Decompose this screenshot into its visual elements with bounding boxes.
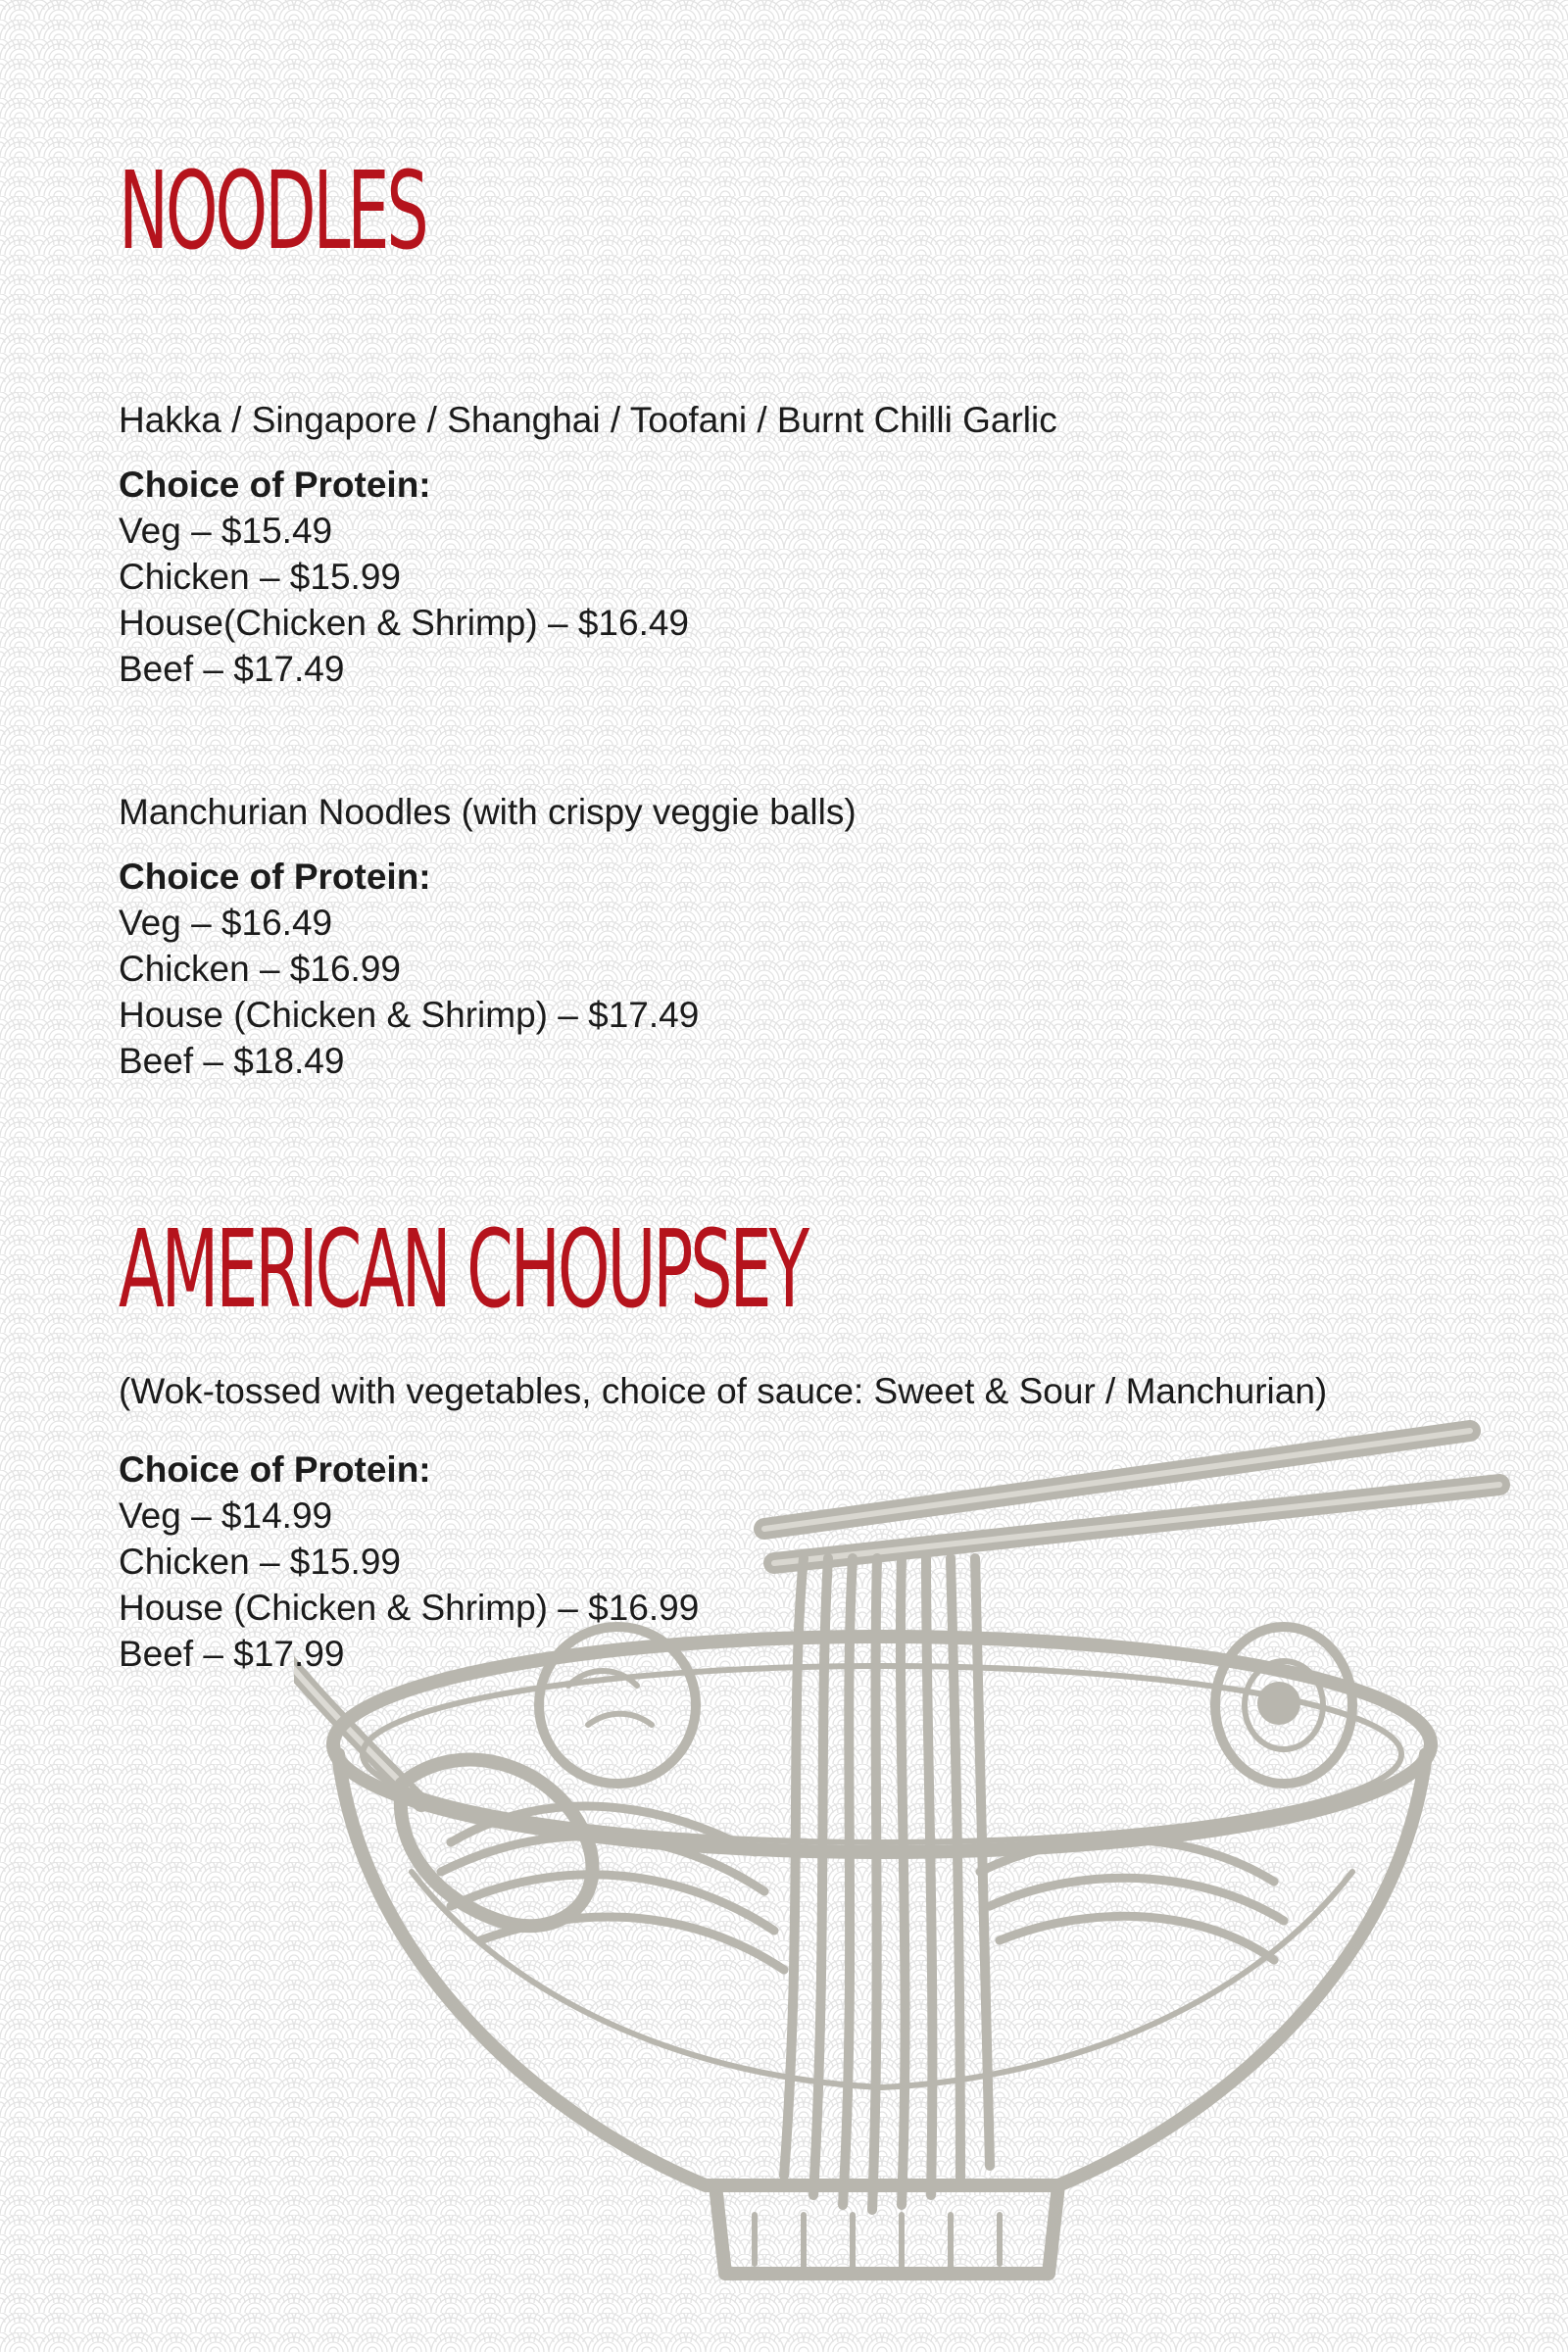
price-item: Veg – $15.49 — [119, 511, 333, 551]
price-item: House (Chicken & Shrimp) – $16.99 — [119, 1588, 700, 1628]
price-item: Veg – $14.99 — [119, 1495, 333, 1536]
protein-heading: Choice of Protein: — [119, 857, 431, 897]
price-item: Beef – $17.99 — [119, 1634, 345, 1674]
price-item: Beef – $18.49 — [119, 1041, 345, 1081]
choupsey-description: (Wok-tossed with vegetables, choice of sauce: Sweet & Sour / Manchurian) — [119, 1371, 1328, 1411]
price-item: Chicken – $16.99 — [119, 949, 401, 989]
american-choupsey-heading: AMERICAN CHOUPSEY — [119, 1206, 808, 1332]
noodles-variants: Hakka / Singapore / Shanghai / Toofani / Burnt Chilli Garlic — [119, 400, 1057, 440]
price-item: Chicken – $15.99 — [119, 557, 401, 597]
protein-heading: Choice of Protein: — [119, 465, 431, 505]
protein-heading: Choice of Protein: — [119, 1449, 431, 1490]
price-item: Veg – $16.49 — [119, 903, 333, 943]
noodles-price-list — [119, 462, 689, 692]
price-item: Chicken – $15.99 — [119, 1542, 401, 1582]
choupsey-price-list — [119, 1446, 699, 1677]
price-item: House(Chicken & Shrimp) – $16.49 — [119, 603, 690, 643]
manchurian-price-list — [119, 854, 699, 1084]
price-item: House (Chicken & Shrimp) – $17.49 — [119, 995, 700, 1035]
price-item: Beef – $17.49 — [119, 649, 345, 689]
manchurian-noodles-title: Manchurian Noodles (with crispy veggie balls) — [119, 792, 857, 832]
noodles-heading: NOODLES — [119, 148, 426, 273]
